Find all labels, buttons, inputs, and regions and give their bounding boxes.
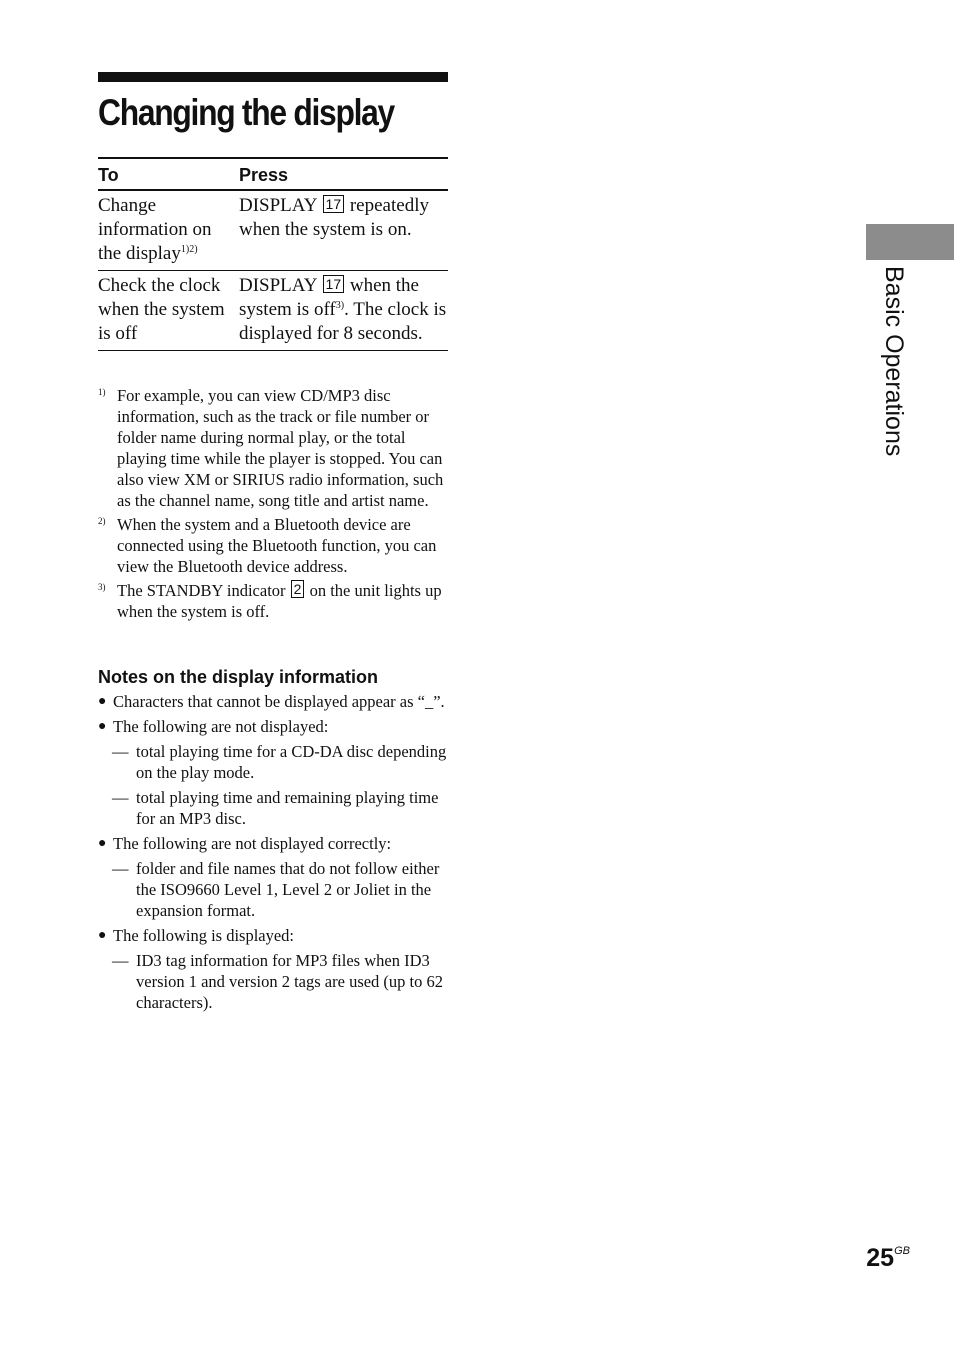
dash-item bbox=[98, 787, 450, 829]
bullet-icon: ● bbox=[98, 928, 107, 943]
page-number bbox=[866, 1244, 910, 1273]
bullet-text: The following is displayed: bbox=[113, 926, 295, 945]
section-tab bbox=[866, 224, 954, 260]
table-cell-to bbox=[98, 271, 239, 351]
footnotes bbox=[98, 385, 450, 625]
table-cell-press bbox=[239, 190, 448, 271]
cell-text: DISPLAY bbox=[239, 275, 317, 296]
bullet-icon: ● bbox=[98, 836, 107, 851]
dash-icon: — bbox=[112, 788, 129, 807]
footnote-text: on the unit lights up when the system is off. bbox=[117, 581, 442, 621]
bullet-text: The following are not displayed correctly: bbox=[113, 834, 392, 853]
notes-list bbox=[98, 691, 450, 1017]
page-title: Changing the display bbox=[98, 92, 394, 133]
page-region: GB bbox=[894, 1245, 910, 1257]
footnote-mark: 2) bbox=[98, 516, 106, 526]
cell-text: repeatedly when the system is on. bbox=[239, 195, 429, 240]
column-header-press: Press bbox=[239, 158, 448, 190]
footnote-text: When the system and a Bluetooth device are connected using the Bluetooth function, you can view the Bluetooth device address. bbox=[117, 515, 437, 576]
bullet-item bbox=[98, 833, 450, 854]
footnote-mark: 1) bbox=[98, 387, 106, 397]
table-cell-press bbox=[239, 271, 448, 351]
bullet-item bbox=[98, 691, 450, 712]
table-header-row bbox=[98, 158, 448, 190]
dash-icon: — bbox=[112, 859, 129, 878]
cell-text: Change information on the display bbox=[98, 195, 212, 264]
footnote-ref: 3) bbox=[335, 300, 345, 311]
notes-heading: Notes on the display information bbox=[98, 667, 379, 687]
column-header-to: To bbox=[98, 158, 239, 190]
cell-text: when the system is off bbox=[239, 275, 419, 320]
bullet-text: Characters that cannot be displayed appear as “_”. bbox=[113, 692, 445, 711]
button-number-badge: 17 bbox=[323, 195, 345, 213]
footnote-ref: 1)2) bbox=[180, 244, 198, 255]
dash-text: ID3 tag information for MP3 files when ID3 version 1 and version 2 tags are used (up to 62 characters). bbox=[136, 951, 444, 1012]
section-label: Basic Operations bbox=[880, 266, 908, 457]
page-number-value: 25 bbox=[866, 1244, 895, 1272]
table-row bbox=[98, 271, 448, 351]
footnote-text: The STANDBY indicator bbox=[117, 581, 286, 600]
footnote-mark: 3) bbox=[98, 582, 106, 592]
bullet-text: The following are not displayed: bbox=[113, 717, 329, 736]
dash-text: folder and file names that do not follow either the ISO9660 Level 1, Level 2 or Joliet in the expansion format. bbox=[136, 859, 440, 920]
dash-item bbox=[98, 950, 450, 1013]
cell-text: . The clock is displayed for 8 seconds. bbox=[239, 299, 447, 344]
dash-item bbox=[98, 858, 450, 921]
cell-text: Check the clock when the system is off bbox=[98, 275, 225, 344]
footnote bbox=[98, 385, 450, 511]
footnote bbox=[98, 580, 450, 622]
operations-table bbox=[98, 157, 448, 351]
bullet-item bbox=[98, 716, 450, 737]
title-rule bbox=[98, 72, 448, 82]
button-number-badge: 17 bbox=[323, 275, 345, 293]
cell-text: DISPLAY bbox=[239, 195, 317, 216]
dash-icon: — bbox=[112, 742, 129, 761]
bullet-icon: ● bbox=[98, 694, 107, 709]
indicator-number-badge: 2 bbox=[291, 580, 305, 598]
footnote bbox=[98, 514, 450, 577]
dash-icon: — bbox=[112, 951, 129, 970]
table-row bbox=[98, 190, 448, 271]
footnote-text: For example, you can view CD/MP3 disc information, such as the track or file number or folder name during normal play, or the total playing time while the player is stopped. You can also view XM or SIRIUS radio information, such as the channel name, song title and artist name. bbox=[117, 386, 444, 510]
table-cell-to bbox=[98, 190, 239, 271]
dash-text: total playing time and remaining playing time for an MP3 disc. bbox=[136, 788, 439, 828]
bullet-icon: ● bbox=[98, 719, 107, 734]
bullet-item bbox=[98, 925, 450, 946]
dash-text: total playing time for a CD-DA disc depending on the play mode. bbox=[136, 742, 447, 782]
dash-item bbox=[98, 741, 450, 783]
